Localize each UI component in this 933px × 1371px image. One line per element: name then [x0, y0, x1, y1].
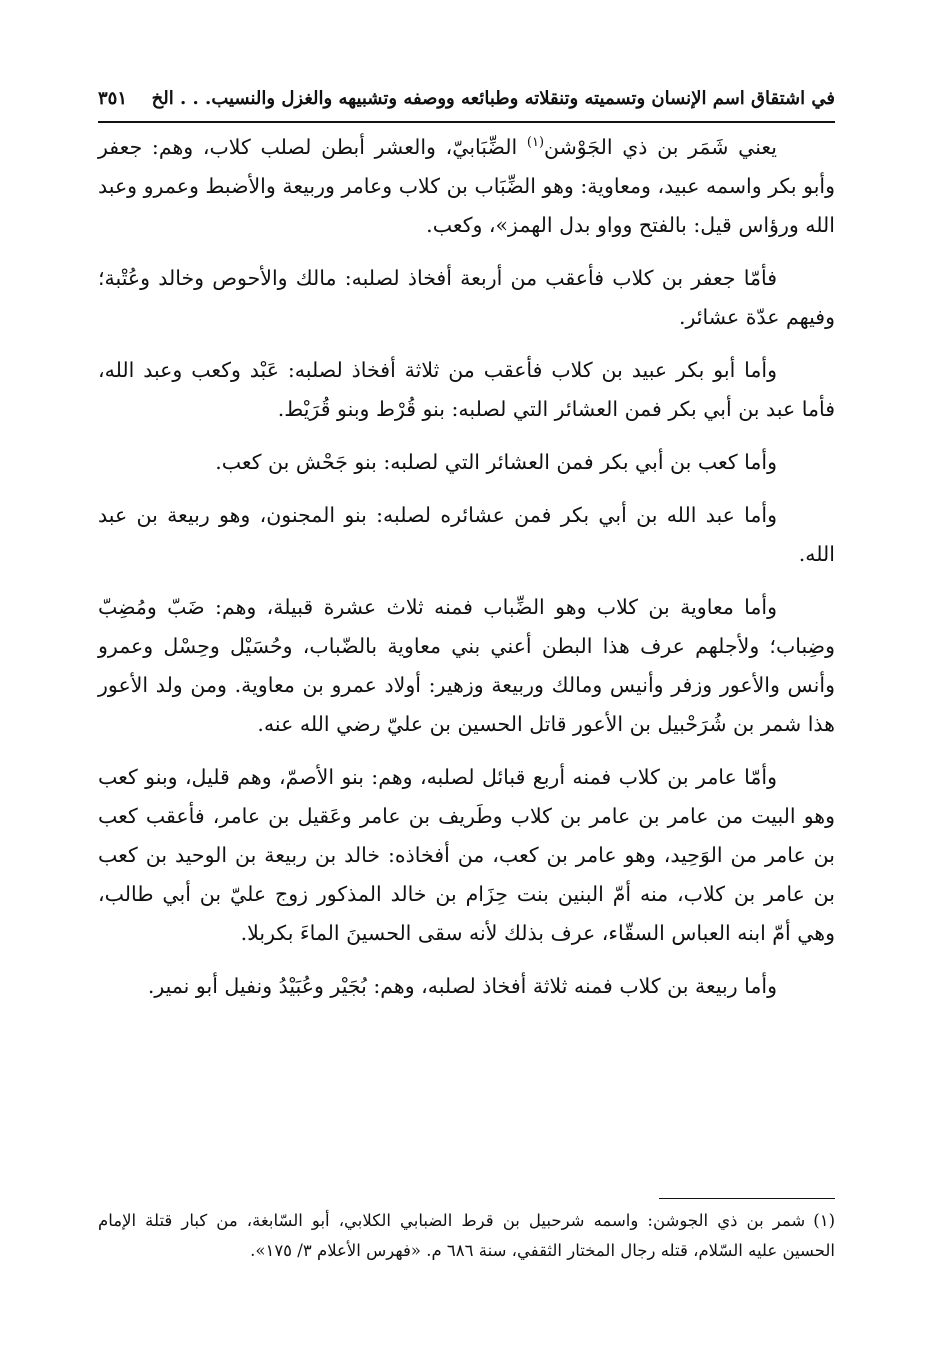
paragraph: وأما ربيعة بن كلاب فمنه ثلاثة أفخاذ لصلبه، وهم: بُجَيْر وعُبَيْدُ ونفيل أبو نمير.: [147, 974, 777, 998]
paragraph-text: يعني شَمَر بن ذي الجَوْشن: [544, 135, 777, 159]
running-header: [98, 78, 835, 118]
chapter-title: في اشتقاق اسم الإنسان وتسميته وتنقلاته وطبائعه ووصفه وتشبيهه والغزل والنسيب. . . الخ: [151, 87, 835, 109]
paragraph: [98, 128, 835, 245]
paragraph: وأمّا عامر بن كلاب فمنه أربع قبائل لصلبه، وهم: بنو الأصمّ، وهم قليل، وبنو كعب وهو البيت من عامر بن عامر بن كلاب وطَريف بن عامر وعَقيل بن عامر، فأعقب كعب بن عامر من الوَحِيد، وهو عامر بن كعب، من أفخاذه: خالد بن ربيعة بن الوحيد بن كعب بن عامر بن كلاب، منه أمّ البنين بنت حِزَام بن خالد المذكور زوج عليّ بن أبي طالب، وهي أمّ ابنه العباس السقّاء، عرف بذلك لأنه سقى الحسينَ الماءَ بكربلا.: [98, 765, 835, 945]
footnote-number: (١): [813, 1211, 835, 1230]
paragraph: وأما عبد الله بن أبي بكر فمن عشائره لصلبه: بنو المجنون، وهو ربيعة بن عبد الله.: [98, 503, 835, 566]
main-text: [98, 128, 835, 1020]
paragraph: وأما كعب بن أبي بكر فمن العشائر التي لصلبه: بنو جَحْش بن كعب.: [215, 450, 777, 474]
header-divider: [98, 121, 835, 123]
paragraph: وأما أبو بكر عبيد بن كلاب فأعقب من ثلاثة أفخاذ لصلبه: عَبْد وكعب وعبد الله، فأما عبد بن أبي بكر فمن العشائر التي لصلبه: بنو قُرْط وبنو قُرَيْط.: [98, 358, 835, 421]
footnote: [98, 1206, 835, 1266]
paragraph-text: الضِّبَابيّ، والعشر أبطن لصلب كلاب، وهم: جعفر وأبو بكر واسمه عبيد، ومعاوية: وهو الضِّبَاب بن كلاب وعامر وربيعة والأضبط وعمرو وعبد الله ورؤاس قيل: بالفتح وواو بدل الهمز»، وكعب.: [98, 135, 835, 237]
footnote-text: شمر بن ذي الجوشن: واسمه شرحبيل بن قرط الضبابي الكلابي، أبو السّابغة، من كبار قتلة الإمام الحسين عليه السّلام، قتله رجال المختار الثقفي، سنة ٦٨٦ م. «فهرس الأعلام ٣/ ١٧٥».: [98, 1211, 835, 1260]
page-number: ٣٥١: [98, 87, 128, 109]
footnote-divider: [659, 1198, 835, 1199]
paragraph: وأما معاوية بن كلاب وهو الضِّباب فمنه ثلاث عشرة قبيلة، وهم: ضَبّ ومُضِبّ وضِباب؛ ولأجلهم عرف هذا البطن أعني بني معاوية بالضّباب، وحُسَيْل وحِسْل وعمرو وأنس والأعور وزفر وأنيس ومالك وربيعة وزهير: أولاد عمرو بن معاوية. ومن ولد الأعور هذا شمر بن شُرَحْبيل بن الأعور قاتل الحسين بن عليّ رضي الله عنه.: [98, 595, 835, 736]
paragraph: فأمّا جعفر بن كلاب فأعقب من أربعة أفخاذ لصلبه: مالك والأحوص وخالد وعُتْبة؛ وفيهم عدّة عشائر.: [98, 266, 835, 329]
footnote-marker[interactable]: (١): [526, 135, 545, 151]
